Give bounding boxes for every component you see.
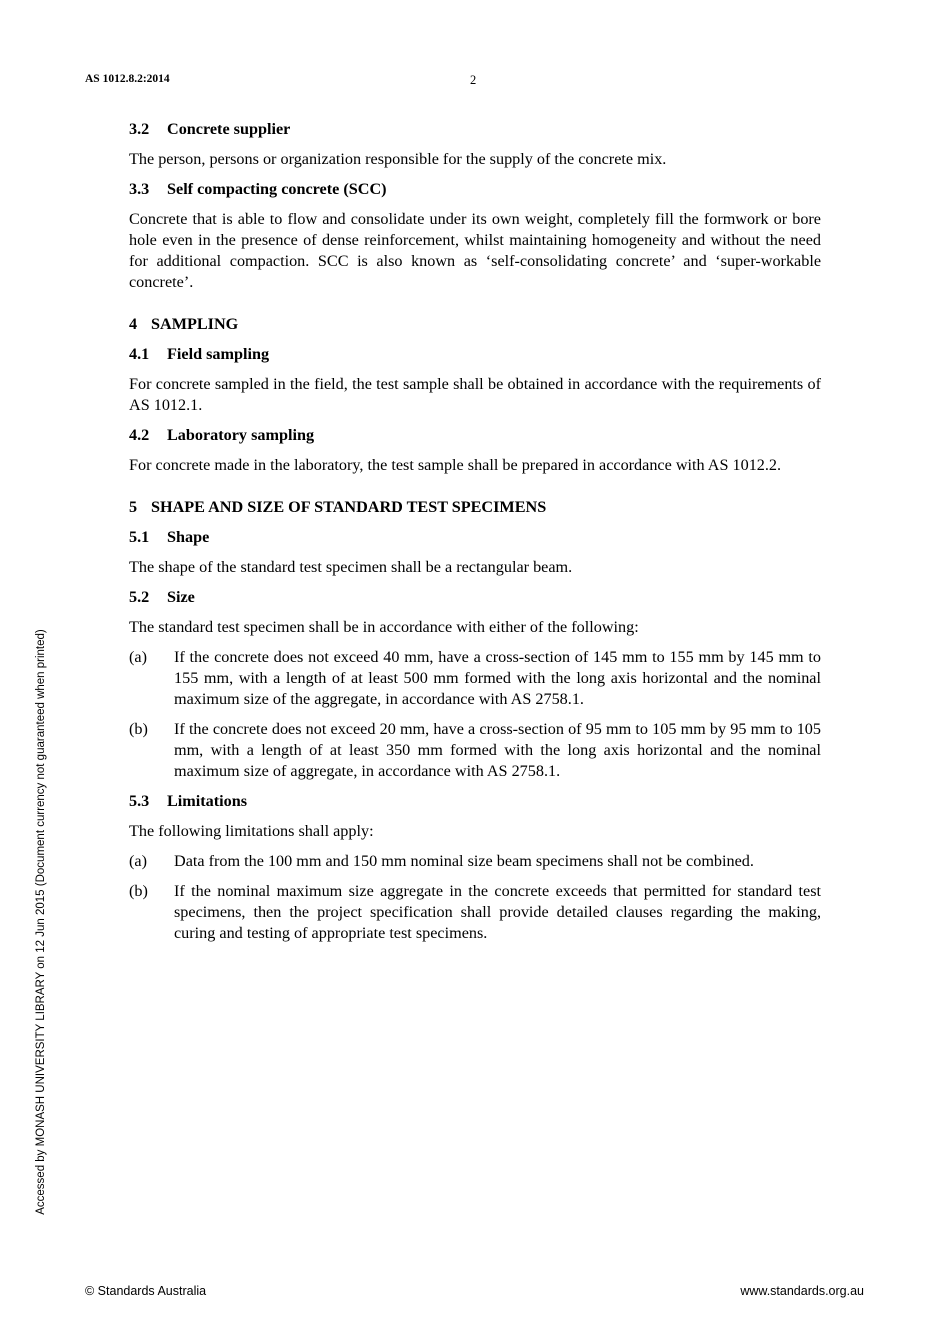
- section-number: 5.3: [129, 792, 150, 810]
- section-title: Laboratory sampling: [167, 426, 315, 444]
- section-5-2-heading: [129, 587, 821, 608]
- section-number: 3.3: [129, 180, 150, 198]
- page-body: [129, 119, 821, 953]
- footer-copyright: © Standards Australia: [85, 1284, 207, 1298]
- section-5-2-text: The standard test specimen shall be in accordance with either of the following:: [129, 618, 639, 636]
- section-3-3-text: Concrete that is able to flow and consolidate under its own weight, completely fill the formwork or bore hole even in the presence of dense reinforcement, whilst maintaining homogeneity and without the need for additional compaction. SCC is also known as ‘self-consolidating concrete’ and ‘super-workable concrete’.: [129, 210, 821, 291]
- list-item-text: If the concrete does not exceed 40 mm, have a cross-section of 145 mm to 155 mm by 145 mm to 155 mm, with a length of at least 500 mm formed with the long axis horizontal and the nominal maximum size of the aggregate, in accordance with AS 2758.1.: [174, 648, 821, 708]
- list-item-text: Data from the 100 mm and 150 mm nominal size beam specimens shall not be combined.: [174, 852, 754, 870]
- list-item-label: (a): [129, 852, 147, 870]
- section-number: 4.1: [129, 345, 150, 363]
- section-number: 4: [129, 315, 138, 333]
- section-4-heading: [129, 314, 821, 335]
- access-watermark: Accessed by MONASH UNIVERSITY LIBRARY on 12 Jun 2015 (Document currency not guaranteed when printed): [35, 629, 47, 1215]
- section-3-2-heading: [129, 119, 821, 140]
- section-5-1-heading: [129, 527, 821, 548]
- section-title: Size: [167, 588, 195, 606]
- section-number: 5.1: [129, 528, 150, 546]
- section-4-1-heading: [129, 344, 821, 365]
- section-title: SAMPLING: [151, 315, 239, 333]
- section-title: Shape: [167, 528, 210, 546]
- list-item: [129, 881, 821, 944]
- footer-website: www.standards.org.au: [740, 1284, 864, 1298]
- document-id: AS 1012.8.2:2014: [85, 73, 170, 85]
- list-item-text: If the nominal maximum size aggregate in the concrete exceeds that permitted for standard test specimens, then the project specification shall provide detailed clauses regarding the making, curing and testing of appropriate test specimens.: [174, 882, 821, 942]
- list-item-text: If the concrete does not exceed 20 mm, have a cross-section of 95 mm to 105 mm by 95 mm to 105 mm, with a length of at least 350 mm formed with the long axis horizontal and the nominal maximum size of aggregate, in accordance with AS 2758.1.: [174, 720, 821, 780]
- section-number: 5.2: [129, 588, 150, 606]
- section-5-3-heading: [129, 791, 821, 812]
- page-number: 2: [470, 73, 477, 87]
- section-title: SHAPE AND SIZE OF STANDARD TEST SPECIMENS: [151, 498, 547, 516]
- section-number: 4.2: [129, 426, 150, 444]
- section-4-2-heading: [129, 425, 821, 446]
- list-item: [129, 851, 821, 872]
- list-item-label: (a): [129, 648, 147, 666]
- section-title: Self compacting concrete (SCC): [167, 180, 387, 198]
- section-number: 5: [129, 498, 138, 516]
- section-4-1-text: For concrete sampled in the field, the test sample shall be obtained in accordance with the requirements of AS 1012.1.: [129, 375, 821, 414]
- section-number: 3.2: [129, 120, 150, 138]
- list-item-label: (b): [129, 720, 148, 738]
- list-item: [129, 719, 821, 782]
- section-title: Concrete supplier: [167, 120, 291, 138]
- section-5-heading: [129, 497, 821, 518]
- list-item: [129, 647, 821, 710]
- section-5-3-text: The following limitations shall apply:: [129, 822, 374, 840]
- list-item-label: (b): [129, 882, 148, 900]
- section-3-3-heading: [129, 179, 821, 200]
- section-3-2-text: The person, persons or organization responsible for the supply of the concrete mix.: [129, 150, 667, 168]
- section-title: Field sampling: [167, 345, 270, 363]
- section-4-2-text: For concrete made in the laboratory, the test sample shall be prepared in accordance with AS 1012.2.: [129, 456, 782, 474]
- section-title: Limitations: [167, 792, 248, 810]
- section-5-1-text: The shape of the standard test specimen shall be a rectangular beam.: [129, 558, 573, 576]
